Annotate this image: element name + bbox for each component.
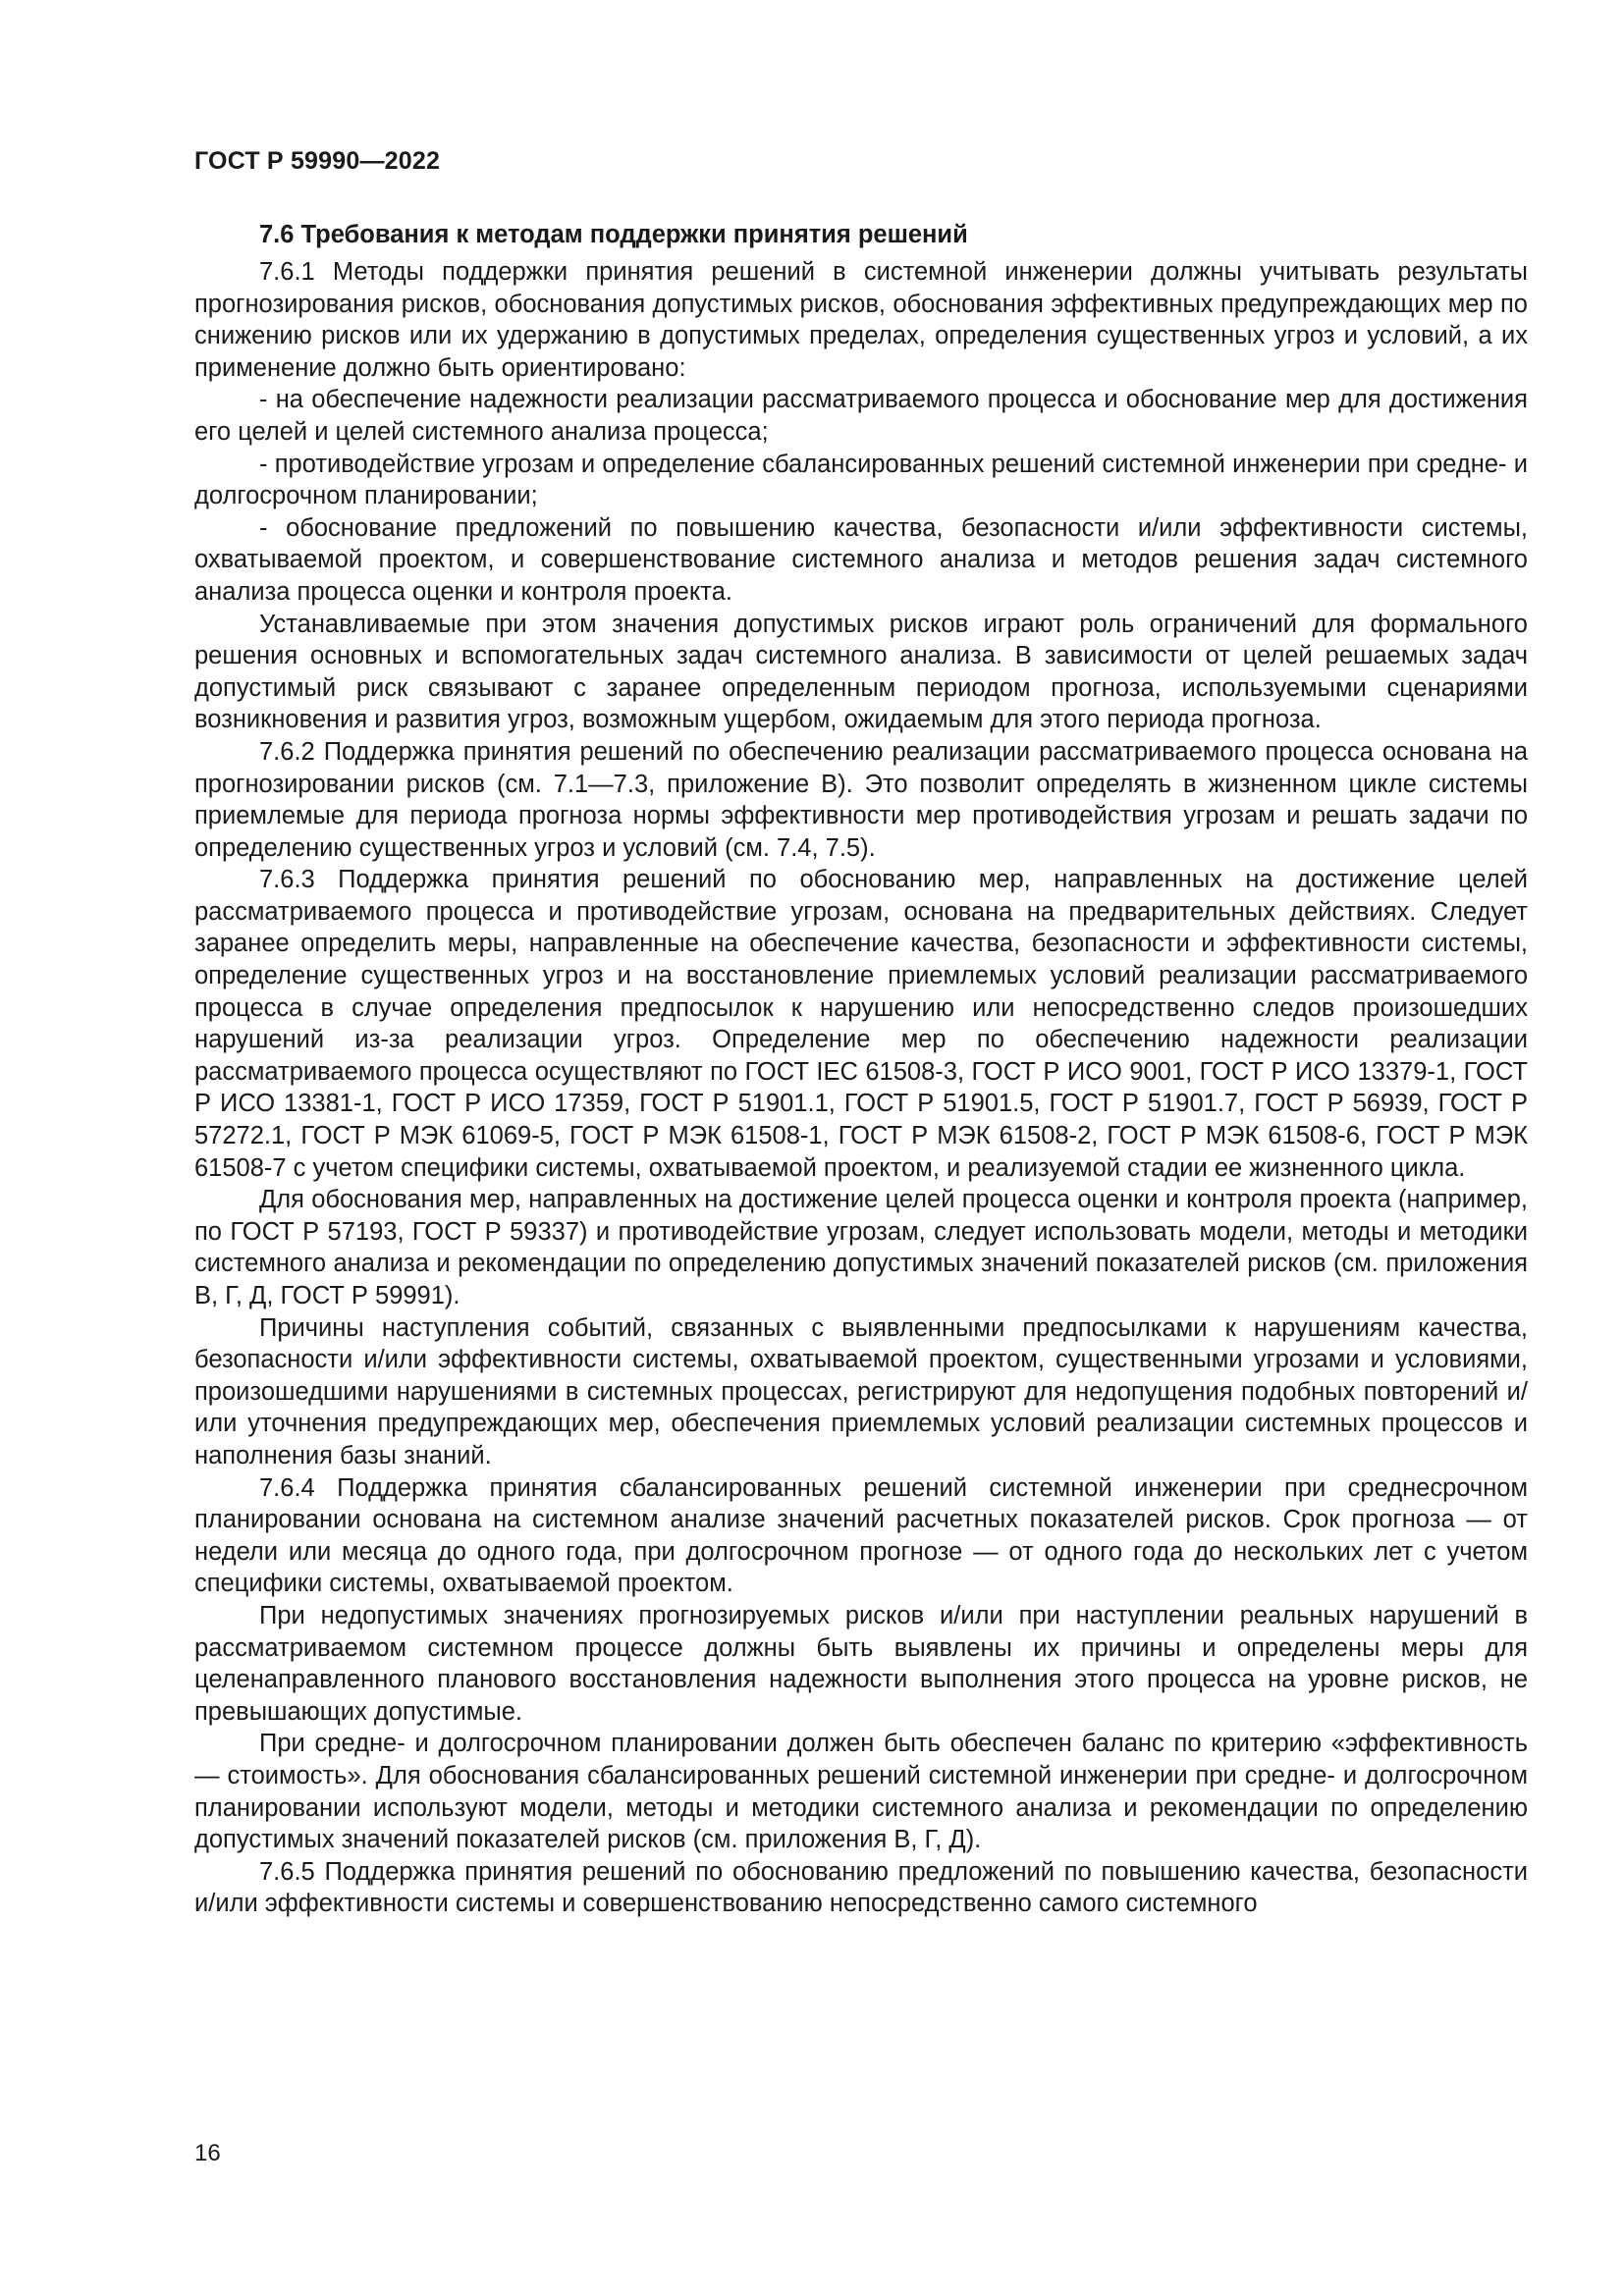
list-item-reliability: - на обеспечение надежности реализации рассматриваемого процесса и обоснование мер для достижения его целей и целей системного анализа процесса; bbox=[194, 386, 1528, 446]
page-number: 16 bbox=[194, 2140, 221, 2166]
paragraph-measures-justification: Для обоснования мер, направленных на достижение целей процесса оценки и контроля проекта (например, по ГОСТ Р 57193, ГОСТ Р 59337) и противодействие угрозам, следует использовать модели, методы и методики системного анализа и рекомендации по определению допустимых значений показателей рисков (см. приложения В, Г, Д, ГОСТ Р 59991). bbox=[194, 1186, 1528, 1309]
section-content bbox=[194, 218, 1528, 1920]
document-code-header: ГОСТ Р 59990—2022 bbox=[194, 147, 441, 175]
paragraph-unacceptable-risks: При недопустимых значениях прогнозируемых рисков и/или при наступлении реальных нарушений в рассматриваемом системном процессе должны быть выявлены их причины и определены меры для целенаправленного планового восстановления надежности выполнения этого процесса на уровне рисков, не превышающих допустимые. bbox=[194, 1601, 1528, 1726]
list-item-quality: - обоснование предложений по повышению качества, безопасности и/или эффективности системы, охватываемой проектом, и совершенствование системного анализа и методов решения задач системного анализа процесса оценки и контроля проекта. bbox=[194, 513, 1528, 606]
paragraph-7-6-5: 7.6.5 Поддержка принятия решений по обоснованию предложений по повышению качества, безопасности и/или эффективности системы и совершенствованию непосредственно самого системного bbox=[194, 1857, 1528, 1918]
list-item-threats: - противодействие угрозам и определение сбалансированных решений системной инженерии при средне- и долгосрочном планировании; bbox=[194, 450, 1528, 510]
paragraph-7-6-3: 7.6.3 Поддержка принятия решений по обоснованию мер, направленных на достижение целей рассматриваемого процесса и противодействие угрозам, основана на предварительных действиях. Следует заранее определить меры, направленные на обеспечение качества, безопасности и эффективности системы, определение существенных угроз и на восстановление приемлемых условий реализации рассматриваемого процесса в случае определения предпосылок к нарушению или непосредственно следов произошедших нарушений из-за реализации угроз. Определение мер по обеспечению надежности реализации рассматриваемого процесса осуществляют по ГОСТ IEC 61508-3, ГОСТ Р ИСО 9001, ГОСТ Р ИСО 13379-1, ГОСТ Р ИСО 13381-1, ГОСТ Р ИСО 17359, ГОСТ Р 51901.1, ГОСТ Р 51901.5, ГОСТ Р 51901.7, ГОСТ Р 56939, ГОСТ Р 57272.1, ГОСТ Р МЭК 61069-5, ГОСТ Р МЭК 61508-1, ГОСТ Р МЭК 61508-2, ГОСТ Р МЭК 61508-6, ГОСТ Р МЭК 61508-7 с учетом специфики системы, охватываемой проектом, и реализуемой стадии ее жизненного цикла. bbox=[194, 866, 1528, 1182]
paragraph-acceptable-risks: Устанавливаемые при этом значения допустимых рисков играют роль ограничений для формального решения основных и вспомогательных задач системного анализа. В зависимости от целей решаемых задач допустимый риск связывают с заранее определенным периодом прогноза, используемыми сценариями возникновения и развития угроз, возможным ущербом, ожидаемым для этого периода прогноза. bbox=[194, 610, 1528, 734]
paragraph-event-causes: Причины наступления событий, связанных с выявленными предпосылками к нарушениям качества, безопасности и/или эффективности системы, охватываемой проектом, существенными угрозами и условиями, произошедшими нарушениями в системных процессах, регистрируют для недопущения подобных повторений и/или уточнения предупреждающих мер, обеспечения приемлемых условий реализации системных процессов и наполнения базы знаний. bbox=[194, 1313, 1528, 1469]
paragraph-7-6-2: 7.6.2 Поддержка принятия решений по обеспечению реализации рассматриваемого процесса основана на прогнозировании рисков (см. 7.1—7.3, приложение В). Это позволит определять в жизненном цикле системы приемлемые для периода прогноза нормы эффективности мер противодействия угрозам и решать задачи по определению существенных угроз и условий (см. 7.4, 7.5). bbox=[194, 737, 1528, 862]
paragraph-balance: При средне- и долгосрочном планировании должен быть обеспечен баланс по критерию «эффективность — стоимость». Для обоснования сбалансированных решений системной инженерии при средне- и долгосрочном планировании используют модели, методы и методики системного анализа и рекомендации по определению допустимых значений показателей рисков (см. приложения В, Г, Д). bbox=[194, 1730, 1528, 1854]
paragraph-7-6-1: 7.6.1 Методы поддержки принятия решений в системной инженерии должны учитывать результаты прогнозирования рисков, обоснования допустимых рисков, обоснования эффективных предупреждающих мер по снижению рисков или их удержанию в допустимых пределах, определения существенных угроз и условий, а их применение должно быть ориентировано: bbox=[194, 258, 1528, 382]
paragraph-7-6-4: 7.6.4 Поддержка принятия сбалансированных решений системной инженерии при среднесрочном планировании основана на системном анализе значений расчетных показателей рисков. Срок прогноза — от недели или месяца до одного года, при долгосрочном прогнозе — от одного года до нескольких лет с учетом специфики системы, охватываемой проектом. bbox=[194, 1473, 1528, 1598]
section-title: 7.6 Требования к методам поддержки принятия решений bbox=[259, 221, 968, 248]
